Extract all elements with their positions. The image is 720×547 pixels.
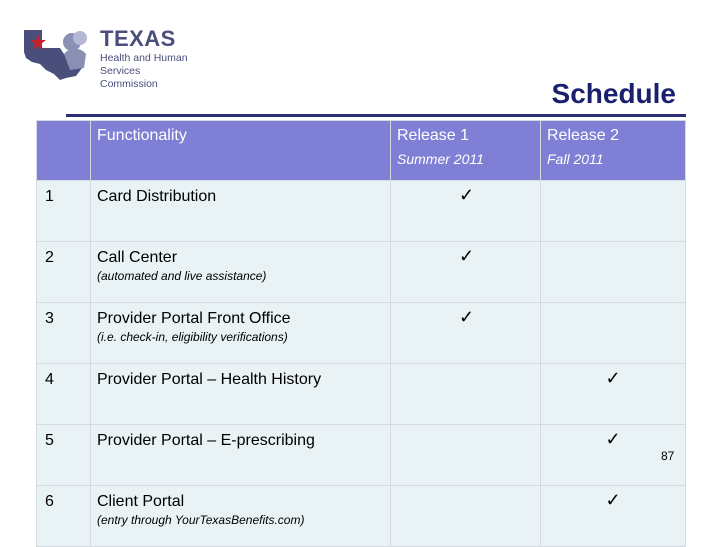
row-functionality [91, 364, 391, 425]
release1-check-icon: ✓ [391, 242, 541, 303]
header-release2-label: Release 2 [547, 127, 620, 144]
release1-check-icon [391, 364, 541, 425]
header-functionality [91, 121, 391, 181]
release2-check-icon: ✓ [541, 486, 686, 547]
table-row [37, 181, 686, 242]
page-title: Schedule [551, 78, 676, 109]
table-row [37, 364, 686, 425]
release2-check-icon [541, 181, 686, 242]
row-functionality [91, 242, 391, 303]
row-functionality [91, 486, 391, 547]
release1-check-icon: ✓ [391, 181, 541, 242]
logo-line1: Health and Human [100, 52, 188, 64]
header-release1 [391, 121, 541, 181]
header-functionality-label: Functionality [97, 127, 187, 144]
row-number: 2 [37, 242, 91, 303]
row-label: Client Portal [97, 493, 185, 510]
logo-subtitle [100, 52, 190, 91]
table-row [37, 303, 686, 364]
header-release2 [541, 121, 686, 181]
header-release2-date: Fall 2011 [547, 151, 604, 167]
release1-check-icon [391, 425, 541, 486]
title-divider [66, 114, 686, 117]
row-sublabel: (entry through YourTexasBenefits.com) [97, 513, 305, 527]
row-functionality [91, 303, 391, 364]
row-sublabel: (automated and live assistance) [97, 269, 267, 283]
row-functionality [91, 181, 391, 242]
row-label: Card Distribution [97, 188, 217, 205]
release2-check-icon [541, 242, 686, 303]
table-row [37, 242, 686, 303]
header-release1-date: Summer 2011 [397, 151, 484, 167]
texas-map-icon [20, 24, 96, 82]
table-row [37, 486, 686, 547]
release1-check-icon: ✓ [391, 303, 541, 364]
release2-check-icon: ✓ [541, 364, 686, 425]
logo-line2: Services Commission [100, 65, 158, 90]
row-label: Provider Portal – Health History [97, 371, 322, 388]
row-number: 6 [37, 486, 91, 547]
row-number: 5 [37, 425, 91, 486]
table-header-row [37, 121, 686, 181]
row-label: Provider Portal – E-prescribing [97, 432, 315, 449]
page-number: 87 [661, 449, 675, 463]
row-sublabel: (i.e. check-in, eligibility verifications) [97, 330, 288, 344]
release1-check-icon [391, 486, 541, 547]
row-label: Provider Portal Front Office [97, 310, 291, 327]
release2-check-icon: ✓ [541, 425, 686, 486]
logo-name: TEXAS [100, 26, 176, 51]
header-release1-label: Release 1 [397, 127, 470, 144]
row-functionality [91, 425, 391, 486]
release2-check-icon [541, 303, 686, 364]
table-row [37, 425, 686, 486]
header-num-cell [37, 121, 91, 181]
row-number: 3 [37, 303, 91, 364]
schedule-table [36, 120, 686, 547]
row-number: 4 [37, 364, 91, 425]
row-number: 1 [37, 181, 91, 242]
row-label: Call Center [97, 249, 178, 266]
hhsc-logo [20, 24, 190, 90]
